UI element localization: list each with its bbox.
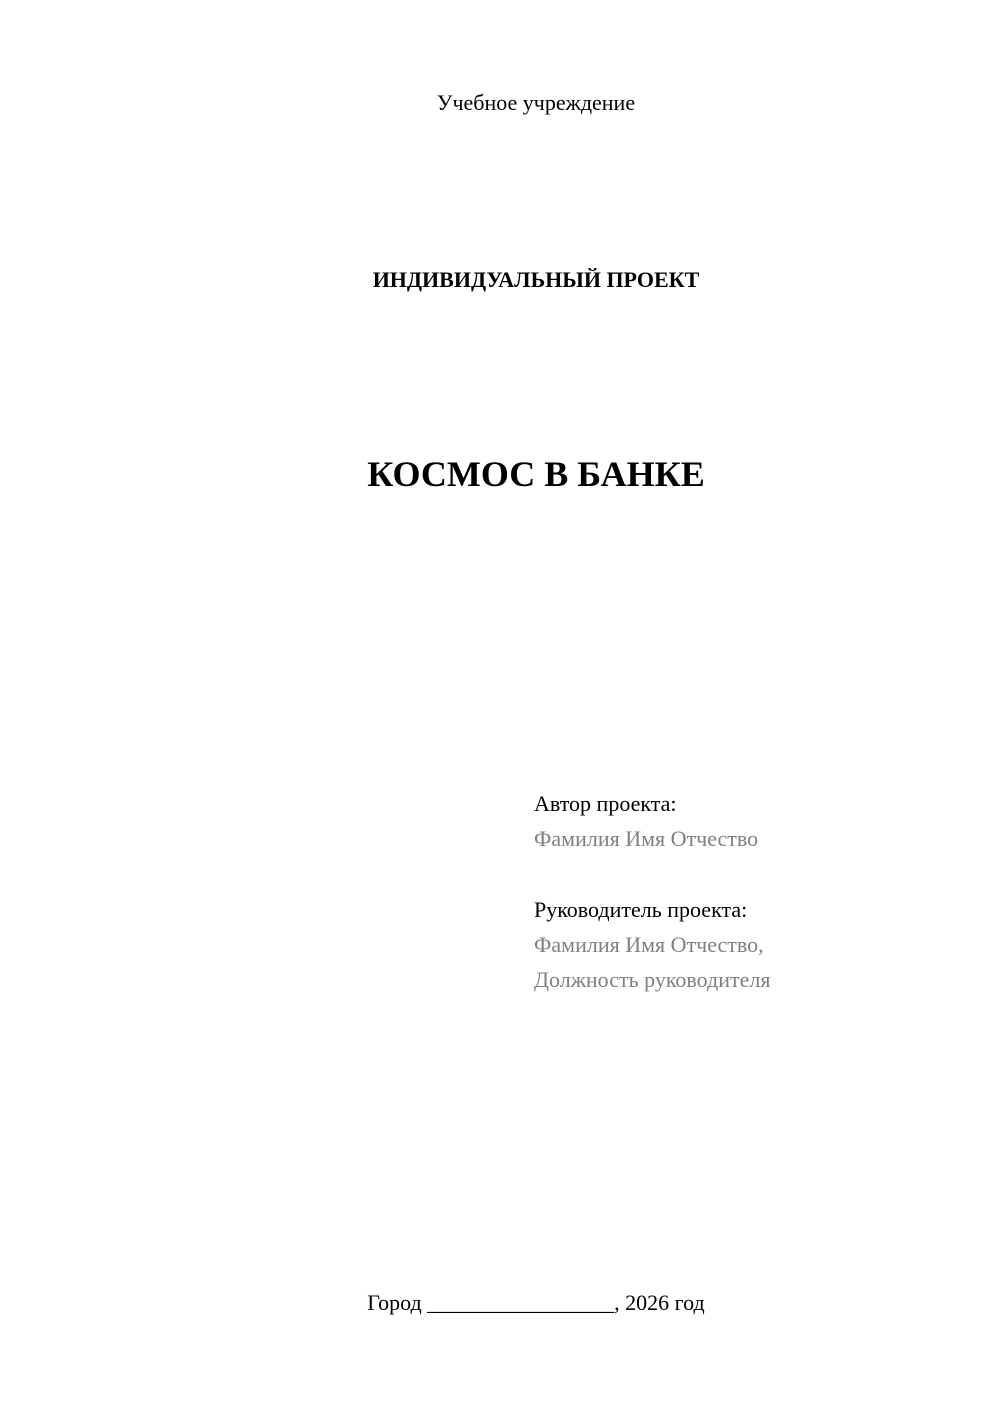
- institution-name: Учебное учреждение: [436, 90, 636, 115]
- project-title: КОСМОС В БАНКЕ: [367, 454, 705, 494]
- supervisor-label: Руководитель проекта:: [534, 897, 748, 922]
- author-spacer: [534, 856, 954, 892]
- authors-block: [534, 786, 954, 997]
- supervisor-name-placeholder: Фамилия Имя Отчество,: [534, 932, 764, 957]
- city-year-line: Город _________________, 2026 год: [367, 1290, 705, 1315]
- supervisor-position-placeholder: Должность руководителя: [534, 967, 771, 992]
- document-type-heading: ИНДИВИДУАЛЬНЫЙ ПРОЕКТ: [372, 267, 700, 292]
- author-label: Автор проекта:: [534, 791, 677, 816]
- author-name-placeholder: Фамилия Имя Отчество: [534, 826, 759, 851]
